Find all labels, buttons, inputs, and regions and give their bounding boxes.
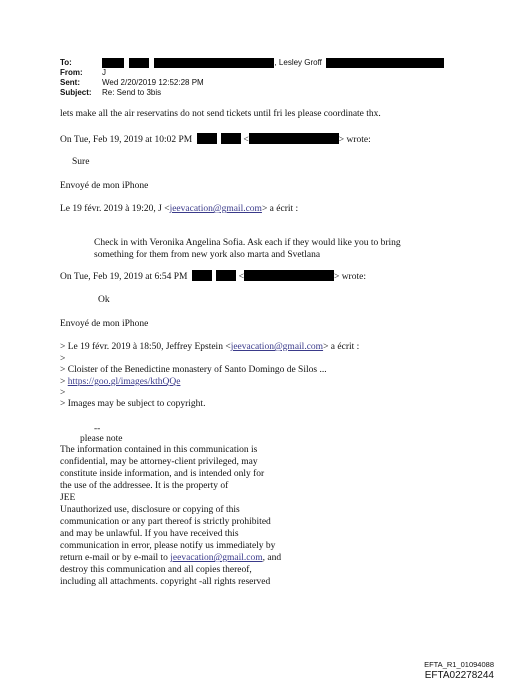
from-label: From: — [60, 68, 83, 77]
disclaimer-line: Unauthorized use, disclosure or copying of this — [60, 505, 240, 515]
subject-value: Re: Send to 3bis — [102, 88, 162, 97]
message-line: Check in with Veronika Angelina Sofia. Ask each if they would like you to bring — [94, 238, 401, 248]
redaction-box — [154, 58, 274, 68]
email-link[interactable]: jeevacation@gmail.com — [169, 204, 262, 214]
redaction-box — [221, 133, 241, 144]
quote-header: > Le 19 févr. 2019 à 18:50, Jeffrey Epstein <jeevacation@gmail.com> a écrit : — [60, 342, 360, 352]
redaction-box — [129, 58, 149, 68]
disclaimer-lines — [60, 564, 281, 588]
signature-dashes: -- — [94, 424, 101, 434]
reply-text: Ok — [98, 295, 110, 305]
quote-line: > — [60, 388, 66, 398]
disclaimer-line: the use of the addressee. It is the property of — [60, 481, 229, 491]
sent-label: Sent: — [60, 78, 80, 87]
from-value: J — [102, 68, 106, 77]
redaction-box — [249, 133, 339, 144]
document-id-large: EFTA02278244 — [424, 670, 494, 681]
disclaimer-line: communication or any part thereof is strictly prohibited — [60, 517, 271, 527]
redaction-box — [244, 270, 334, 281]
quote-line: > Cloister of the Benedictine monastery of Santo Domingo de Silos ... — [60, 365, 327, 375]
redaction-box — [326, 58, 444, 68]
quote-line: > Images may be subject to copyright. — [60, 399, 206, 409]
redaction-box — [216, 270, 236, 281]
reply-text: Sure — [72, 157, 90, 167]
signature-line: Envoyé de mon iPhone — [60, 319, 149, 329]
message-line: lets make all the air reservatins do not send tickets until fri les please coordinate thx. — [60, 109, 381, 119]
quote-header: On Tue, Feb 19, 2019 at 10:02 PM < > wrote: — [60, 135, 371, 145]
disclaimer-line: and may be unlawful. If you have received this — [60, 529, 239, 539]
disclaimer-line: constitute inside information, and is intended only for — [60, 469, 265, 479]
redaction-box — [197, 133, 217, 144]
disclaimer-line: communication in error, please notify us immediately by — [60, 541, 276, 551]
disclaimer-line: The information contained in this communication is — [60, 445, 258, 455]
email-link[interactable]: jeevacation@gmail.com — [230, 342, 324, 352]
disclaimer-line: destroy this communication and all copies thereof, — [60, 565, 252, 575]
disclaimer-line: confidential, may be attorney-client privileged, may — [60, 457, 258, 467]
quote-line: > — [60, 354, 66, 364]
disclaimer-line: return e-mail or by e-mail to jeevacation@gmail.com, and — [60, 553, 282, 563]
quote-header: Le 19 févr. 2019 à 19:20, J <jeevacation@gmail.com> a écrit : — [60, 204, 299, 214]
image-link[interactable]: https://goo.gl/images/kthQQe — [67, 377, 181, 387]
disclaimer-block — [60, 444, 281, 588]
email-link[interactable]: jeevacation@gmail.com — [170, 553, 263, 563]
quote-header: On Tue, Feb 19, 2019 at 6:54 PM < > wrote: — [60, 272, 366, 282]
message-line: something for them from new york also marta and Svetlana — [94, 250, 321, 260]
quote-line: > https://goo.gl/images/kthQQe — [60, 377, 181, 387]
to-label: To: — [60, 58, 72, 67]
disclaimer-lines — [60, 444, 281, 552]
document-id-small: EFTA_R1_01094088 — [424, 660, 494, 669]
subject-label: Subject: — [60, 88, 92, 97]
sent-value: Wed 2/20/2019 12:52:28 PM — [102, 78, 204, 87]
disclaimer-line: including all attachments. copyright -all rights reserved — [60, 577, 271, 587]
redaction-box — [192, 270, 212, 281]
signature-line: Envoyé de mon iPhone — [60, 181, 149, 191]
to-visible-name: , Lesley Groff — [274, 58, 322, 67]
redaction-box — [102, 58, 124, 68]
please-note: please note — [80, 434, 123, 444]
disclaimer-line: JEE — [60, 493, 76, 503]
